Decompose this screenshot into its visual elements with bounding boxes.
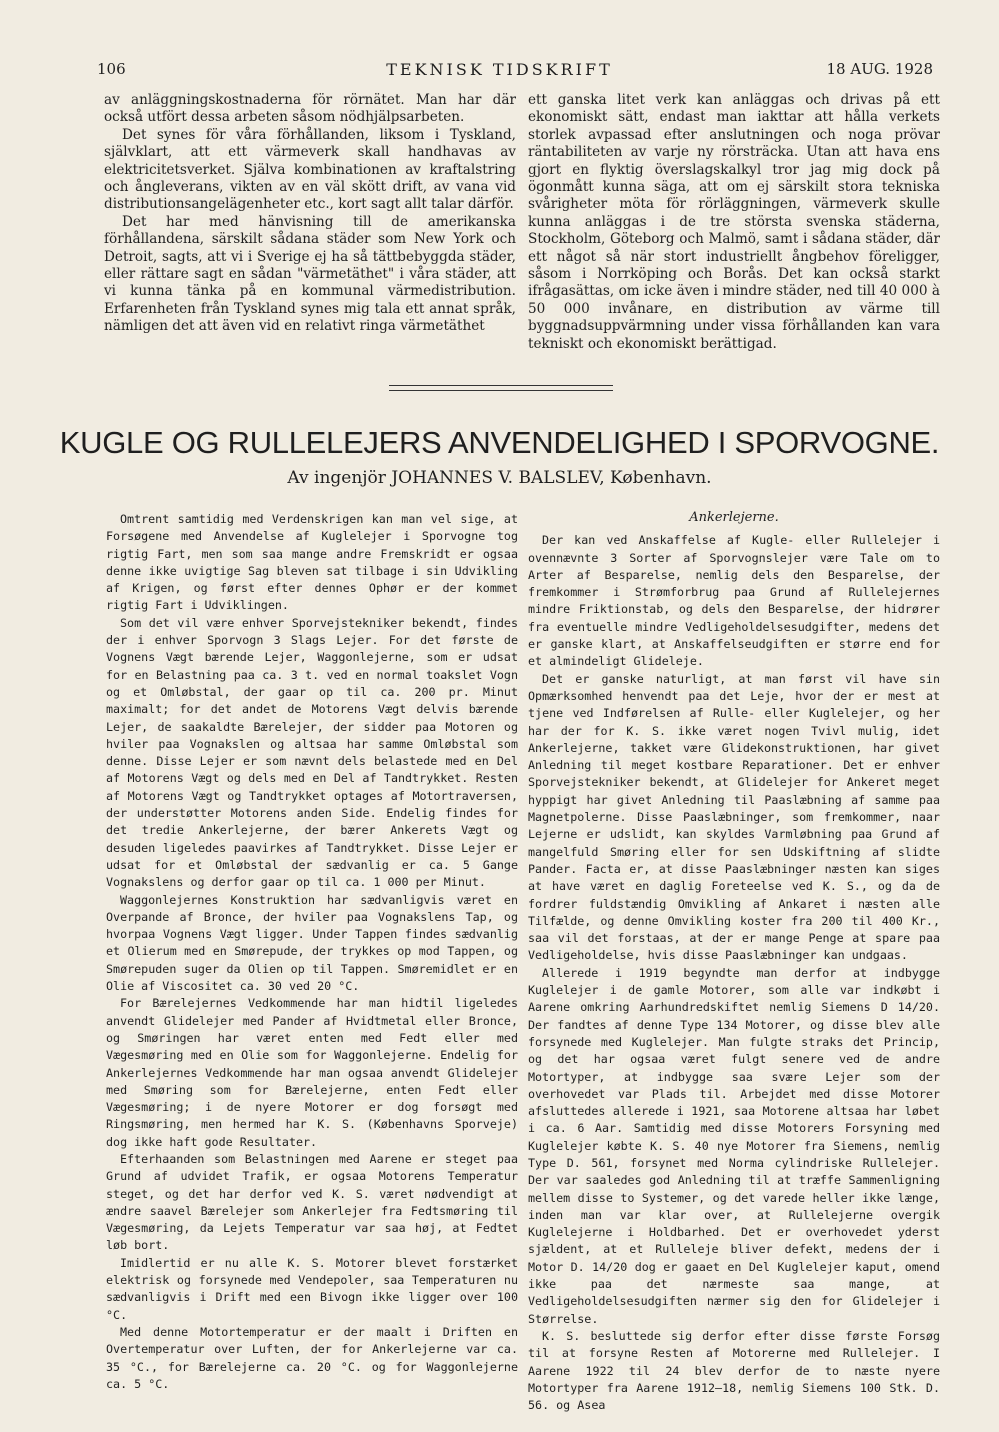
journal-title: TEKNISK TIDSKRIFT xyxy=(386,60,613,79)
paragraph: av anläggningskostnaderna för rörnätet. Man har där också utfört dessa arbeten såsom nödhjälpsarbeten. xyxy=(104,92,516,126)
paragraph: Efterhaanden som Belastningen med Aarene er steget paa Grund af udvidet Trafik, er ogsaa Motorens Temperatur steget, og det har derfor ved K. S. været nødvendigt at ændre saavel Bærelejer som Ankerlejer fra Fedtsmøring til Vægesmøring, da Lejets Temperatur var saa høj, at Fedtet løb bort. xyxy=(106,1151,518,1253)
section-divider xyxy=(389,390,613,391)
article-title: KUGLE OG RULLELEJERS ANVENDELIGHED I SPORVOGNE. xyxy=(59,425,940,460)
paragraph: Som det vil være enhver Sporvejstekniker bekendt, findes der i enhver Sporvogn 3 Slags Lejer. For det første de Vognens Vægt bærende Lejer, Waggonlejerne, som er udsat for en Belastning paa ca. 3 t. ved en normal toakslet Vogn og et Omløbstal, der gaar op til ca. 200 pr. Minut maximalt; for det andet de Motorens Vægt delvis bærende Lejer, de saakaldte Bærelejer, der sidder paa Motoren og hviler paa Vognakslen og altsaa har samme Omløbstal som denne. Disse Lejer er som nævnt dels belastede med en Del af Motorens Vægt og dels med en Del af Tandtrykket. Resten af Motorens Vægt og Tandtrykket optages af Motortraversen, der understøtter Motorens anden Side. Endelig findes for det tredie Ankerlejerne, der bærer Ankerets Vægt og desuden ligeledes paavirkes af Tandtrykket. Disse Lejer er udsat for et Omløbstal der sædvanlig er ca. 5 Gange Vognakslens og derfor gaar op til ca. 1 000 per Minut. xyxy=(106,615,518,890)
page-number: 106 xyxy=(97,60,126,78)
section-heading: Ankerlejerne. xyxy=(689,510,779,525)
paragraph: Det synes för våra förhållanden, liksom i Tyskland, självklart, att ett värmeverk skall handhavas av elektricitetsverket. Själva kombinationen av kraftalstring och ångleverans, vikten av en väl skött drift, av vana vid distributionsangelägenheter etc., kort sagt allt talar därför. xyxy=(104,126,516,213)
issue-date: 18 AUG. 1928 xyxy=(826,60,933,78)
paragraph: Waggonlejernes Konstruktion har sædvanligvis været en Overpande af Bronce, der hviler paa Vognakslens Tap, og hvorpaa Vognens Vægt ligger. Under Tappen findes sædvanlig et Olierum med en Smørepude, der trykkes op mod Tappen, og Smørepuden suger da Olien op til Tappen. Smøremidlet er en Olie af Viscositet ca. 30 ved 20 °C. xyxy=(106,892,518,994)
previous-article-left-column xyxy=(104,92,516,336)
paragraph: Omtrent samtidig med Verdenskrigen kan man vel sige, at Forsøgene med Anvendelse af Kuglelejer i Sporvogne tog rigtig Fart, men som saa mange andre Fremskridt er ogsaa denne ikke uvigtige Sag bleven sat tilbage i sin Udvikling af Krigen, og først efter dennes Ophør er der kommet rigtig Fart i Udviklingen. xyxy=(106,512,518,613)
section-divider xyxy=(389,385,613,386)
paragraph: ett ganska litet verk kan anläggas och drivas på ett ekonomiskt sätt, endast man iakttar att hålla verkets storlek avpassad efter anslutningen och noga prövar räntabiliteten av varje ny rörsträcka. Utan att hava ens gjort en flyktig överslagskalkyl tror jag mig dock på ögonmått kunna säga, att om ej särskilt stora tekniska svårigheter möta för rörläggningen, värmeverk skulle kunna anläggas i de tre största svenska städerna, Stockholm, Göteborg och Malmö, samt i sådana städer, där ett något så när stort industriellt ångbehov föreligger, såsom i Norrköping och Borås. Det kan också starkt ifrågasättas, om icke även i mindre städer, ned till 40 000 à 50 000 invånare, en distribution av värme till byggnadsuppvärmning under vissa förhållanden kan vara tekniskt och ekonomiskt berättigad. xyxy=(528,92,940,352)
article-right-column xyxy=(528,509,940,1414)
paragraph: Med denne Motortemperatur er der maalt i Driften en Overtemperatur over Luften, der for Ankerlejerne var ca. 35 °C., for Bærelejerne ca. 20 °C. og for Waggonlejerne ca. 5 °C. xyxy=(106,1324,518,1391)
paragraph: Det er ganske naturligt, at man først vil have sin Opmærksomhed henvendt paa det Leje, hvor der er mest at tjene ved Indførelsen af Rulle- eller Kuglelejer, og her har der for K. S. ikke været nogen Tvivl mulig, idet Ankerlejerne, takket være Glidekonstruktionen, har givet Anledning til meget kostbare Reparationer. Det er enhver Sporvejstekniker bekendt, at Glidelejer for Ankeret meget hyppigt har givet Anledning til Paaslæbning af samme paa Magnetpolerne. Disse Paaslæbninger, som fremkommer, naar Lejerne er udslidt, kan skyldes Varmløbning paa Grund af mangelfuld Smøring eller for sen Udskiftning af slidte Pander. Facta er, at disse Paaslæbninger næsten kan siges at have været en daglig Foreteelse ved K. S., og da de fordrer fuldstændig Omvikling af Ankaret i næsten alle Tilfælde, og denne Omvikling koster fra 200 til 400 Kr., saa vil det forstaas, at der er mange Penge at spare paa Vedligeholdelse, hvis disse Paaslæbninger kan undgaas. xyxy=(528,671,940,963)
previous-article-right-column xyxy=(528,92,940,353)
paragraph: K. S. besluttede sig derfor efter disse første Forsøg til at forsyne Resten af Motorerne med Rullelejer. I Aarene 1922 til 24 blev derfor de to næste nyere Motortyper fra Aarene 1912—18, nemlig Siemens 100 Stk. D. 56. og Asea xyxy=(528,1328,940,1413)
article-byline: Av ingenjör JOHANNES V. BALSLEV, København. xyxy=(287,468,712,488)
paragraph: Der kan ved Anskaffelse af Kugle- eller Rullelejer i ovennævnte 3 Sorter af Sporvognslejer være Tale om to Arter af Besparelse, nemlig dels den Besparelse, der fremkommer i Strømforbrug paa Grund af Rullelejernes mindre Friktionstab, og dels den Besparelse, der hidrører fra eventuelle mindre Vedligeholdelsesudgifter, medens det er ganske klart, at Anskaffelseudgiften er større end for et almindeligt Glideleje. xyxy=(528,533,940,669)
paragraph: Allerede i 1919 begyndte man derfor at indbygge Kuglelejer i de gamle Motorer, som alle var indkøbt i Aarene omkring Aarhundredskiftet nemlig Siemens D 14/20. Der fandtes af denne Type 134 Motorer, og disse blev alle forsynede med Kuglelejer. Man fulgte straks det Princip, og det har ogsaa været fulgt senere ved de andre Motortyper, at indbygge saa svære Lejer som der overhovedet var Plads til. Arbejdet med disse Motorer afsluttedes allerede i 1921, saa Motorene altsaa har løbet i ca. 6 Aar. Samtidig med disse Motorers Forsyning med Kuglelejer købte K. S. 40 nye Motorer fra Siemens, nemlig Type D. 561, forsynet med Norma cylindriske Rullelejer. Der var saaledes god Anledning til at træffe Sammenligning mellem disse to Systemer, og det varede heller ikke længe, inden man var klar over, at Rullelejerne overgik Kuglelejerne i Holdbarhed. Det er overhovedet yderst sjældent, at et Rulleleje bliver defekt, medens der i Motor D. 14/20 dog er gaaet en Del Kuglelejer kaput, omend ikke paa det nærmeste saa mange, at Vedligeholdelsesudgiften nærmer sig den for Glidelejer i Størrelse. xyxy=(528,965,940,1326)
paragraph: Det har med hänvisning till de amerikanska förhållandena, särskilt sådana städer som New York och Detroit, sagts, att vi i Sverige ej ha så tättbebyggda städer, eller rättare sagt en sådan "värmetäthet" i våra städer, att vi kunna tänka på en kommunal värmedistribution. Erfarenheten från Tyskland synes mig tala ett annat språk, nämligen det att även vid en relativt ringa värmetäthet xyxy=(104,213,516,335)
article-left-column xyxy=(106,511,518,1393)
paragraph: For Bærelejernes Vedkommende har man hidtil ligeledes anvendt Glidelejer med Pander af Hvidtmetal eller Bronce, og Smøringen har været enten med Fedt eller med Vægesmøring med en Olie som for Waggonlejerne. Endelig for Ankerlejernes Vedkommende har man ogsaa anvendt Glidelejer med Smøring som for Bærelejerne, enten Fedt eller Vægesmøring; i de nyere Motorer er dog forsøgt med Ringsmøring, men hermed har K. S. (Københavns Sporveje) dog ikke haft gode Resultater. xyxy=(106,996,518,1149)
paragraph: Imidlertid er nu alle K. S. Motorer blevet forstærket elektrisk og forsynede med Vendepoler, saa Temperaturen nu sædvanligvis i Drift med een Bivogn ikke ligger over 100 °C. xyxy=(106,1255,518,1322)
